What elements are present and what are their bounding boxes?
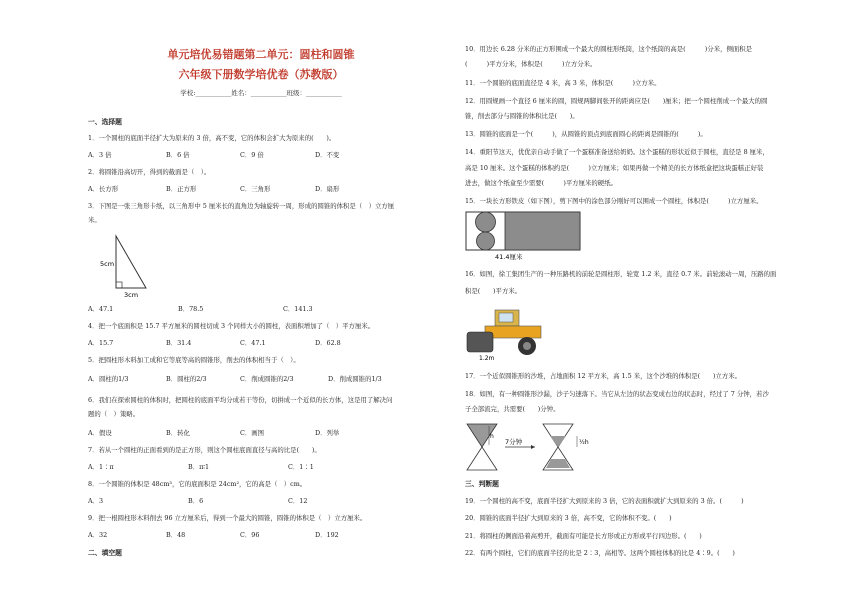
option[interactable]: A．长方形 [88, 185, 119, 193]
question-16-cont: 积是( )平方米。 [465, 287, 522, 295]
question-14-cont: 高是 10 厘米。这个蛋糕的体积约是( )立方厘米；如果再做一个精美的长方体纸盒把这块蛋糕正好装 [465, 164, 764, 172]
section-fill: 二、填空题 [88, 549, 122, 557]
question-16: 16．如图，徐工集团生产的一种压路机的前轮是圆柱形，轮宽 1.2 米，直径 0.7 米。前轮滚动一周，压路的面 [465, 270, 777, 278]
question-3-cont: 米。 [88, 216, 101, 224]
option[interactable]: A．15.7 [88, 339, 114, 347]
hourglass-figure [465, 420, 595, 475]
option[interactable]: D．削成圆锥的1/3 [328, 375, 382, 383]
left-column [88, 0, 434, 608]
option[interactable]: C．画图 [240, 429, 265, 437]
question-18: 18．如图，有一种圆锥形沙漏，沙子匀速落下。当它从左边的状态变成右边的状态时，经过了 7 分钟，若沙 [465, 390, 769, 398]
option[interactable]: A．3 倍 [88, 151, 112, 159]
right-column [465, 0, 815, 608]
school-info-line: 学校:___________姓名：___________班级：___________ [180, 89, 342, 97]
section-choice: 一、选择题 [88, 118, 122, 126]
option[interactable]: B．圆柱的2/3 [166, 375, 207, 383]
option[interactable]: B．78.5 [178, 305, 204, 313]
question-2: 2．将圆锥沿高切开，得到的截面是（ ）。 [88, 168, 211, 176]
question-20: 20．圆锥的底面半径扩大到原来的 3 倍，高不变，它的体积不变。( ) [465, 514, 672, 522]
hourglass-time-label: 7分钟 [505, 438, 523, 446]
question-19: 19．一个圆柱的高不变，底面半径扩大到原来的 3 倍，它的表面积就扩大到原来的 3 倍。( ) [465, 497, 744, 505]
option[interactable]: C．9 倍 [240, 151, 264, 159]
option[interactable]: A．1∶π [88, 463, 114, 471]
triangle-figure [98, 230, 178, 300]
question-22: 22．有两个圆柱，它们的底面半径的比是 2∶3，高相等。这两个圆柱体积的比是 4∶9。( ) [465, 549, 735, 557]
option[interactable]: B．6 倍 [166, 151, 190, 159]
question-10: 10．用边长 6.28 分米的正方形围成一个最大的圆柱形纸筒，这个纸筒的高是( )分米，侧面积是 [465, 45, 753, 53]
rectangle-sheet-figure [465, 210, 605, 260]
question-21: 21．将圆柱的侧面沿着高剪开，截面有可能是长方形或正方形或平行四边形。( ) [465, 532, 702, 540]
option[interactable]: B．π∶1 [188, 463, 210, 471]
rect-length-label: 41.4厘米 [495, 253, 523, 260]
option[interactable]: D．列举 [315, 429, 340, 437]
question-5: 5．把圆柱形木料加工成和它等底等高的圆锥形，削去的体积相当于（ ）。 [88, 356, 300, 364]
option[interactable]: B．正方形 [166, 185, 197, 193]
question-14: 14．重阳节这天，优优亲自动手做了一个蛋糕准备送给奶奶。这个蛋糕的形状近似于圆柱，直径是 8 厘米， [465, 148, 769, 156]
question-1: 1．一个圆柱的底面半径扩大为原来的 3 倍，高不变，它的体积会扩大为原来的( )。 [88, 134, 336, 142]
option[interactable]: D．192 [315, 531, 339, 539]
option[interactable]: C．141.3 [283, 305, 313, 313]
page-subtitle: 六年级下册数学培优卷（苏教版） [178, 68, 344, 81]
option[interactable]: A．32 [88, 531, 108, 539]
section-judge: 三、判断题 [465, 480, 499, 488]
question-10-cont: ( )平方分米，体积是( )立方分米。 [465, 60, 597, 68]
option[interactable]: A．3 [88, 497, 104, 505]
option[interactable]: B．31.4 [166, 339, 192, 347]
hourglass-half-h-label: ½h [579, 439, 589, 446]
question-6-cont: 题的（ ）策略。 [88, 410, 140, 418]
option[interactable]: B．6 [188, 497, 204, 505]
option[interactable]: A．假设 [88, 429, 112, 437]
option[interactable]: B．48 [166, 531, 186, 539]
question-14-cont2: 进去，做这个纸盒至少需要( )平方厘米的硬纸。 [465, 179, 617, 187]
question-18-cont: 子全部流完，共需要( )分钟。 [465, 405, 560, 413]
hourglass-h-label: h [490, 433, 494, 440]
option[interactable]: C．96 [240, 531, 260, 539]
option[interactable]: D．扇形 [315, 185, 340, 193]
road-roller-figure [465, 306, 555, 360]
question-3: 3．下图是一张三角形卡纸，以三角形中 5 厘米长的直角边为轴旋转一周，形成的圆锥的体积是（ ）立方厘 [88, 202, 395, 210]
option[interactable]: A．圆柱的1/3 [88, 375, 129, 383]
question-11: 11．一个圆锥的底面直径是 4 米，高 3 米，体积是( )立方米。 [465, 79, 661, 87]
question-12: 12．用圆规画一个直径 6 厘米的圆，圆规两脚间张开的距离应是( )厘米；把一个圆柱削成一个最大的圆 [465, 97, 768, 105]
page-title: 单元培优易错题第二单元：圆柱和圆锥 [167, 48, 355, 61]
option[interactable]: A．47.1 [88, 305, 114, 313]
option[interactable]: C．47.1 [240, 339, 266, 347]
question-6: 6．我们在探索圆柱的体积时，把圆柱的底面平均分成若干等份，切拼成一个近似的长方体，这是用了解决问 [88, 396, 393, 404]
question-12-cont: 锥，削去部分与圆锥的体积比是( )。 [465, 112, 579, 120]
option[interactable]: C．1∶1 [288, 463, 314, 471]
question-8: 8．一个圆锥的体积是 48cm³，它的底面积是 24cm²，它的高是（ ）cm。 [88, 480, 307, 488]
option[interactable]: C．12 [288, 497, 308, 505]
option[interactable]: D．62.8 [315, 339, 341, 347]
label-5cm: 5cm [100, 260, 115, 268]
question-7: 7．若从一个圆柱的正面看到的是正方形，则这个圆柱底面直径与高的比是( )。 [88, 446, 321, 454]
label-3cm: 3cm [124, 291, 139, 299]
option[interactable]: C．削成圆锥的2/3 [240, 375, 294, 383]
option[interactable]: D．不变 [315, 151, 340, 159]
question-17: 17．一个近似圆锥形的沙堆，占地面积 12 平方米，高 1.5 米，这个沙堆的体积是( )立方米。 [465, 372, 741, 380]
question-4: 4．把一个底面积是 15.7 平方厘米的圆柱切成 3 个同样大小的圆柱，表面积增加了（ ）平方厘米。 [88, 322, 375, 330]
question-13: 13．圆锥的底面是一个( )，从圆锥的顶点到底面圆心的距离是圆锥的( )。 [465, 130, 707, 138]
option[interactable]: C．三角形 [240, 185, 271, 193]
question-15: 15．一块长方形铁皮（如下图），剪下图中的涂色部分刚好可以围成一个圆柱，体积是( )立方厘米。 [465, 197, 763, 205]
question-9: 9．把一根圆柱形木料削去 96 立方厘米后，得到一个最大的圆锥，圆锥的体积是（ ）立方厘米。 [88, 514, 367, 522]
roller-width-label: 1.2m [479, 355, 495, 360]
option[interactable]: B．转化 [166, 429, 190, 437]
